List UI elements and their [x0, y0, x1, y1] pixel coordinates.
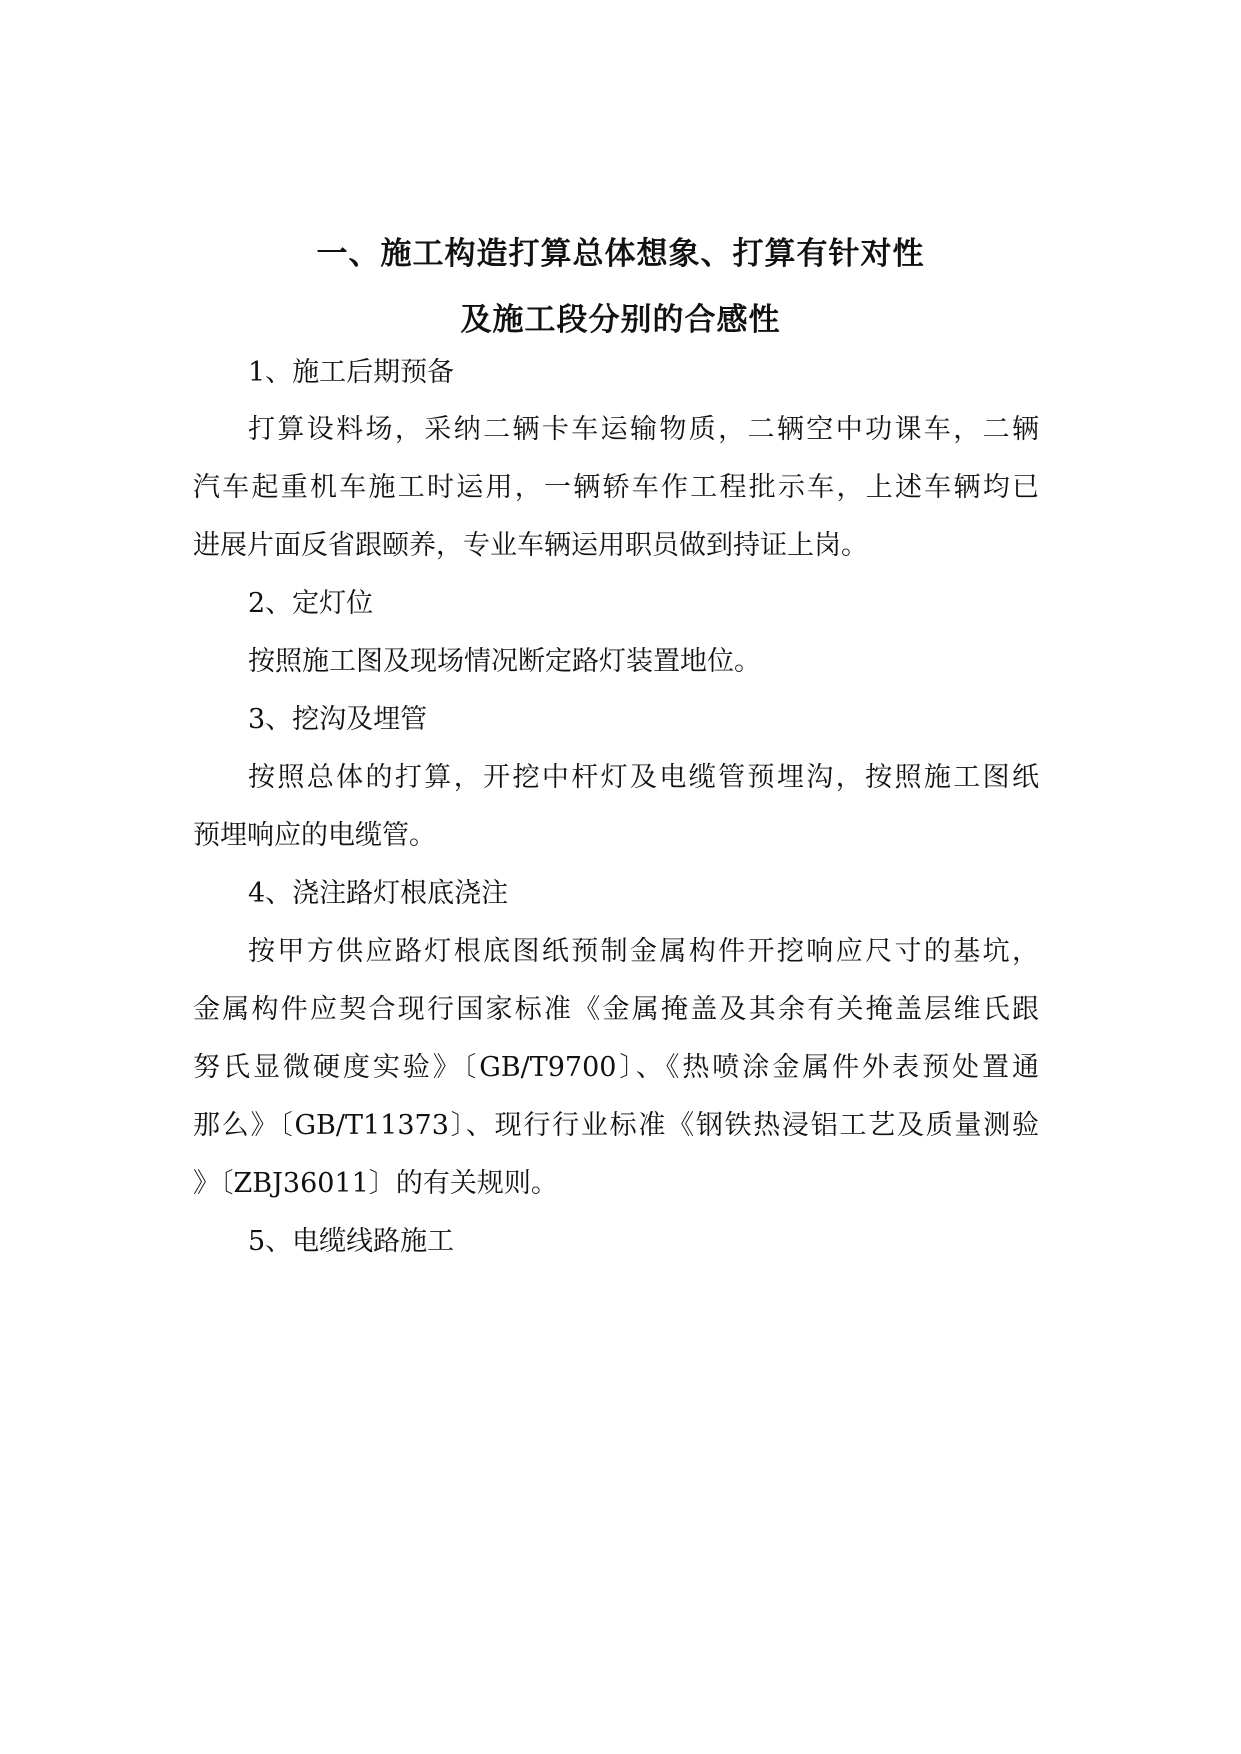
section-heading: 1、施工后期预备 — [248, 357, 455, 388]
paragraph-line: 按照总体的打算，开挖中杆灯及电缆管预埋沟，按照施工图纸 — [248, 762, 1039, 793]
paragraph-line: 进展片面反省跟颐养，专业车辆运用职员做到持证上岗。 — [193, 530, 868, 561]
paragraph-line: 努氏显微硬度实验》〔GB/T9700〕、《热喷涂金属件外表预处置通 — [193, 1052, 1039, 1083]
paragraph-line: 按照施工图及现场情况断定路灯装置地位。 — [248, 646, 761, 677]
paragraph-line: 汽车起重机车施工时运用，一辆轿车作工程批示车，上述车辆均已 — [193, 472, 1039, 503]
paragraph-line: 那么》〔GB/T11373〕、现行行业标准《钢铁热浸铝工艺及质量测验 — [193, 1110, 1039, 1141]
paragraph-line: 金属构件应契合现行国家标准《金属掩盖及其余有关掩盖层维氏跟 — [193, 994, 1039, 1025]
section-heading: 2、定灯位 — [248, 588, 374, 619]
paragraph-line: 按甲方供应路灯根底图纸预制金属构件开挖响应尺寸的基坑， — [248, 936, 1039, 967]
paragraph-line: 》〔ZBJ36011〕的有关规则。 — [193, 1168, 558, 1199]
section-heading: 4、浇注路灯根底浇注 — [248, 878, 509, 909]
document-title-line-2: 及施工段分别的合感性 — [460, 302, 781, 338]
section-heading: 3、挖沟及埋管 — [248, 704, 428, 735]
section-heading: 5、电缆线路施工 — [248, 1226, 455, 1257]
paragraph-line: 预埋响应的电缆管。 — [193, 820, 436, 851]
document-title-line-1: 一、施工构造打算总体想象、打算有针对性 — [316, 236, 925, 272]
paragraph-line: 打算设料场，采纳二辆卡车运输物质，二辆空中功课车，二辆 — [248, 414, 1039, 445]
